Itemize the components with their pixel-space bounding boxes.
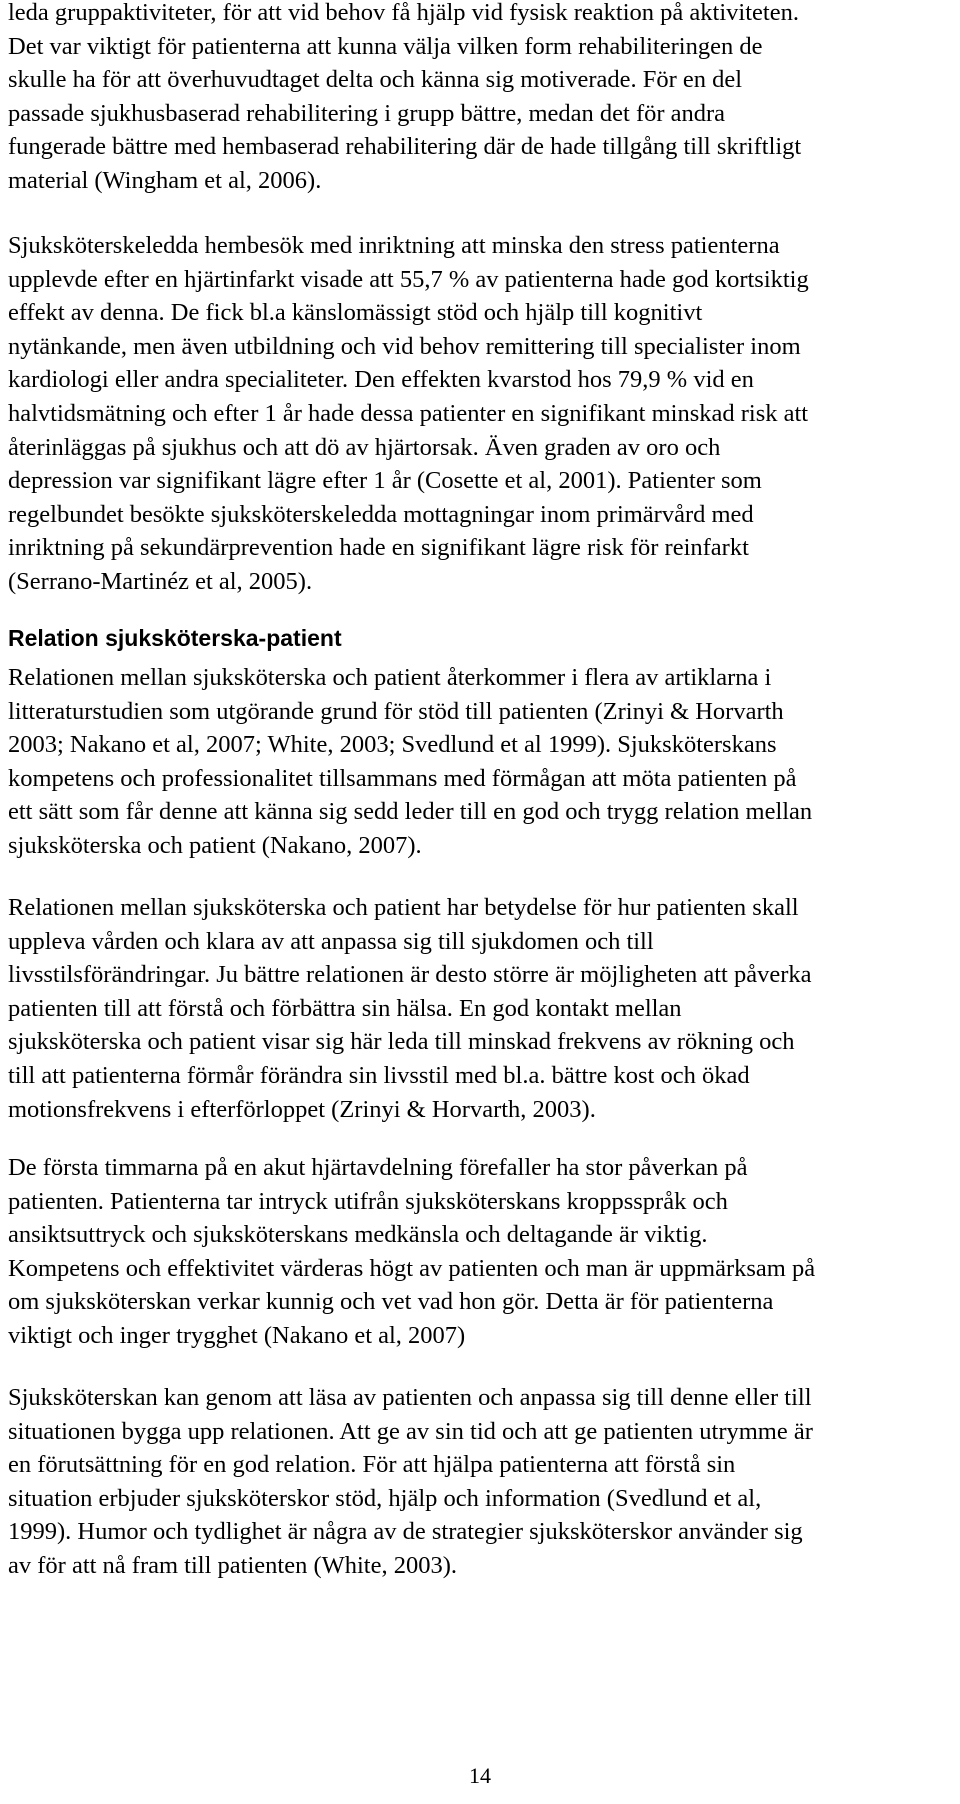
text-line: passade sjukhusbaserad rehabilitering i grupp bättre, medan det för andra <box>8 99 726 127</box>
text-line: Sjuksköterskan kan genom att läsa av patienten och anpassa sig till denne eller till <box>8 1384 812 1411</box>
text-line: Relationen mellan sjuksköterska och patient återkommer i flera av artiklarna i <box>8 664 772 691</box>
text-line: Kompetens och effektivitet värderas högt av patienten och man är uppmärksam på <box>8 1254 816 1282</box>
page-number: 14 <box>469 1763 491 1788</box>
paragraph-2 <box>8 229 809 599</box>
text-line: sjuksköterska och patient (Nakano, 2007). <box>8 831 422 859</box>
text-line: uppleva vården och klara av att anpassa sig till sjukdomen och till <box>8 927 654 955</box>
paragraph-4 <box>8 891 811 1126</box>
text-line: ansiktsuttryck och sjuksköterskans medkänsla och deltagande är viktig. <box>8 1221 708 1249</box>
text-line: upplevde efter en hjärtinfarkt visade att 55,7 % av patienterna hade god kortsiktig <box>8 265 809 293</box>
text-line: Sjuksköterskeledda hembesök med inriktning att minska den stress patienterna <box>8 232 780 259</box>
text-line: patienten till att förstå och förbättra sin hälsa. En god kontakt mellan <box>8 994 682 1022</box>
text-line: sjuksköterska och patient visar sig här leda till minskad frekvens av rökning och <box>8 1028 795 1056</box>
paragraph-6 <box>8 1381 813 1583</box>
text-line: Det var viktigt för patienterna att kunna välja vilken form rehabiliteringen de <box>8 32 763 60</box>
text-line: viktigt och inger trygghet (Nakano et al, 2007) <box>8 1321 466 1349</box>
text-line: leda gruppaktiviteter, för att vid behov få hjälp vid fysisk reaktion på aktiviteten. <box>8 0 799 26</box>
text-line: återinläggas på sjukhus och att dö av hjärtorsak. Även graden av oro och <box>8 433 721 461</box>
text-line: 1999). Humor och tydlighet är några av de strategier sjuksköterskor använder sig <box>8 1518 803 1546</box>
text-line: nytänkande, men även utbildning och vid behov remittering till specialister inom <box>8 332 801 360</box>
text-line: regelbundet besökte sjuksköterskeledda mottagningar inom primärvård med <box>8 500 754 528</box>
text-line: effekt av denna. De fick bl.a känslomässigt stöd och hjälp till kognitivt <box>8 299 703 327</box>
text-line: ett sätt som får denne att känna sig sedd leder till en god och trygg relation mellan <box>8 798 813 826</box>
text-line: patienten. Patienterna tar intryck utifrån sjuksköterskans kroppsspråk och <box>8 1187 728 1215</box>
text-line: till att patienterna förmår förändra sin livsstil med bl.a. bättre kost och ökad <box>8 1061 750 1089</box>
section-heading: Relation sjuksköterska-patient <box>8 625 342 651</box>
text-line: material (Wingham et al, 2006). <box>8 166 322 194</box>
text-line: en förutsättning för en god relation. För att hjälpa patienterna att förstå sin <box>8 1451 736 1479</box>
paragraph-1 <box>8 0 801 198</box>
text-line: situation erbjuder sjuksköterskor stöd, hjälp och information (Svedlund et al, <box>8 1484 762 1512</box>
text-line: 2003; Nakano et al, 2007; White, 2003; Svedlund et al 1999). Sjuksköterskans <box>8 731 777 759</box>
text-line: om sjuksköterskan verkar kunnig och vet vad hon gör. Detta är för patienterna <box>8 1288 774 1316</box>
text-line: situationen bygga upp relationen. Att ge av sin tid och att ge patienten utrymme är <box>8 1417 813 1445</box>
text-line: De första timmarna på en akut hjärtavdelning förefaller ha stor påverkan på <box>8 1154 748 1181</box>
text-line: skulle ha för att överhuvudtaget delta och känna sig motiverade. För en del <box>8 66 743 94</box>
text-line: Relationen mellan sjuksköterska och patient har betydelse för hur patienten skall <box>8 894 799 921</box>
paragraph-3 <box>8 661 812 863</box>
text-line: depression var signifikant lägre efter 1 år (Cosette et al, 2001). Patienter som <box>8 467 762 495</box>
paragraph-5 <box>8 1151 815 1353</box>
text-line: livsstilsförändringar. Ju bättre relationen är desto större är möjligheten att påverka <box>8 961 812 989</box>
text-line: motionsfrekvens i efterförloppet (Zrinyi & Horvarth, 2003). <box>8 1095 596 1123</box>
text-line: kompetens och professionalitet tillsammans med förmågan att möta patienten på <box>8 764 797 792</box>
text-line: av för att nå fram till patienten (White, 2003). <box>8 1551 458 1579</box>
text-line: fungerade bättre med hembaserad rehabilitering där de hade tillgång till skriftligt <box>8 133 802 161</box>
text-line: litteraturstudien som utgörande grund för stöd till patienten (Zrinyi & Horvarth <box>8 697 784 725</box>
text-line: inriktning på sekundärprevention hade en signifikant lägre risk för reinfarkt <box>8 534 749 562</box>
text-line: halvtidsmätning och efter 1 år hade dessa patienter en signifikant minskad risk att <box>8 399 809 427</box>
text-line: kardiologi eller andra specialiteter. Den effekten kvarstod hos 79,9 % vid en <box>8 366 754 394</box>
text-line: (Serrano-Martinéz et al, 2005). <box>8 567 313 595</box>
